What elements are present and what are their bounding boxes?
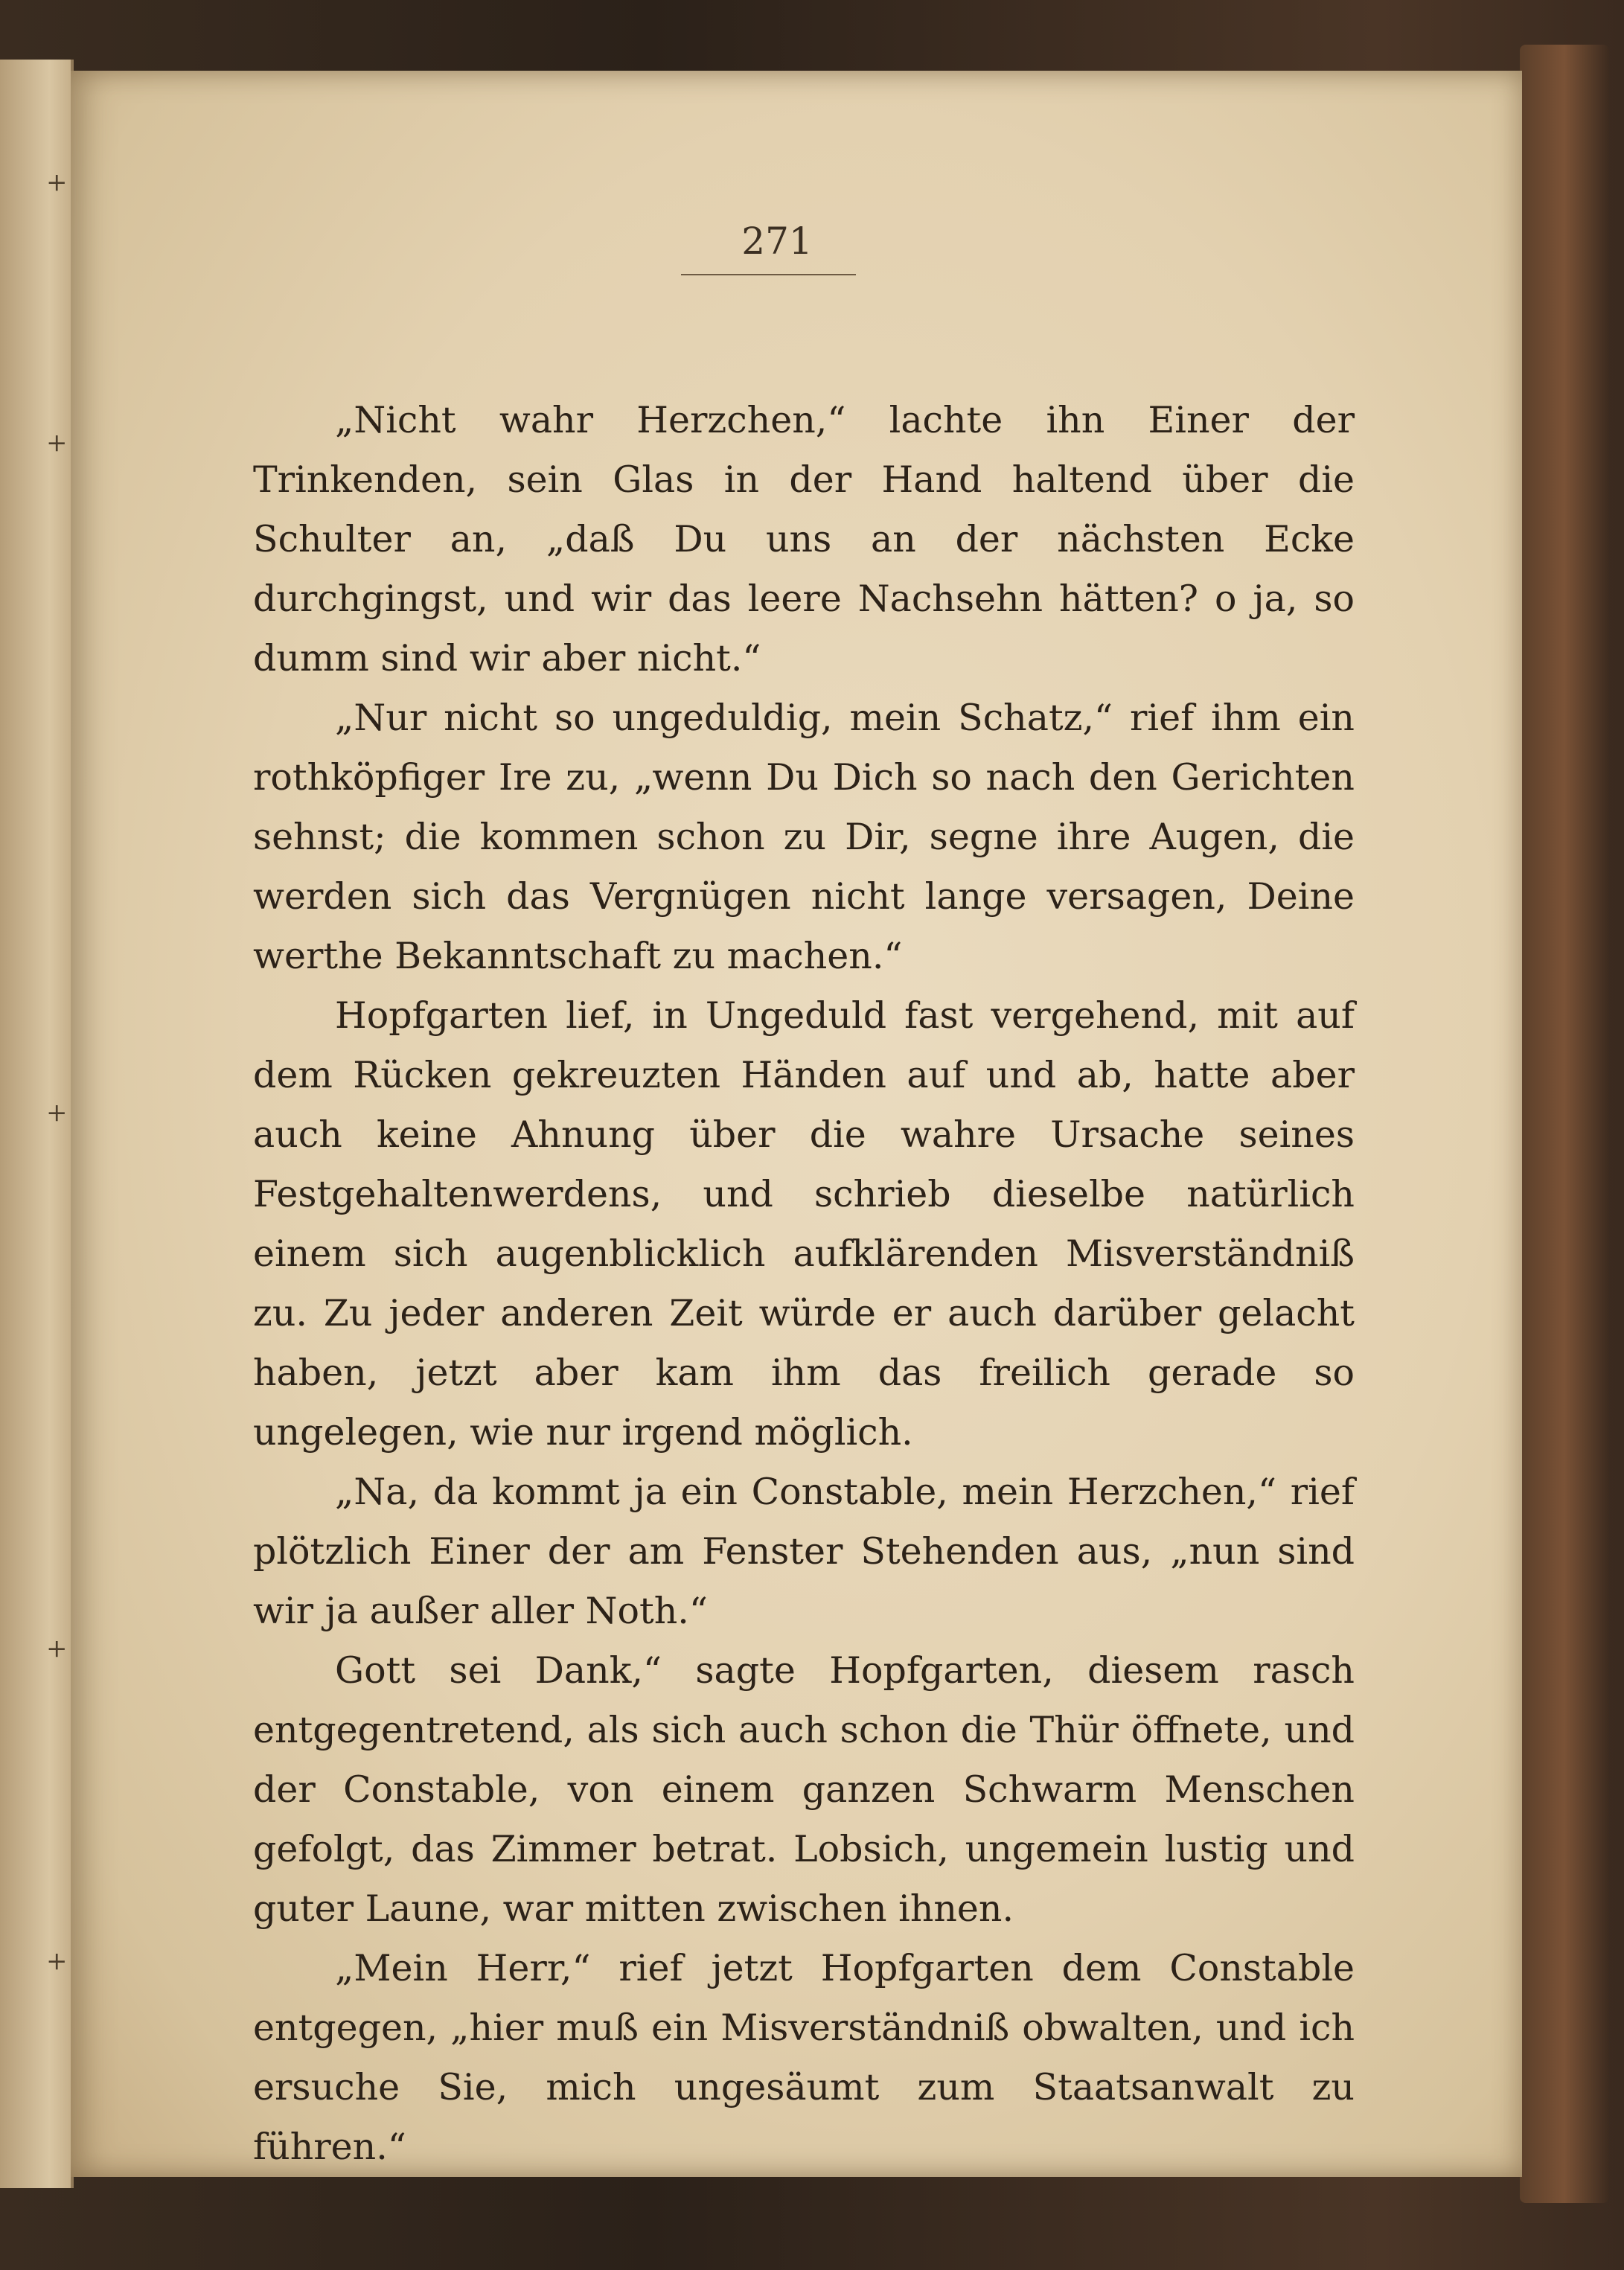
binding-stitch-mark: +: [46, 167, 68, 197]
paragraph: Gott sei Dank,“ sagte Hopfgarten, diesem rasch entgegentretend, als sich auch schon die Thür öffnete, und der Constable, von einem ganzen Schwarm Menschen gefolgt, das Zimmer betrat. Lobsich, ungemein lustig und guter Laune, war mitten zwischen ihnen.: [253, 1649, 1355, 1930]
binding-stitch-mark: +: [46, 1634, 68, 1663]
binding-stitch-mark: +: [46, 1098, 68, 1128]
paragraph: „Na, da kommt ja ein Constable, mein Herzchen,“ rief plötzlich Einer der am Fenster Stehenden aus, „nun sind wir ja außer aller Noth.“: [253, 1471, 1355, 1632]
book-page: [71, 71, 1522, 2177]
page-number: 271: [741, 220, 813, 263]
page-text: [253, 391, 1355, 2177]
binding-stitch-mark: +: [46, 1946, 68, 1976]
header-rule: [681, 274, 856, 275]
paragraph: „Nicht wahr Herzchen,“ lachte ihn Einer der Trinkenden, sein Glas in der Hand haltend über die Schulter an, „daß Du uns an der nächsten Ecke durchgingst, und wir das leere Nachsehn hätten? o ja, so dumm sind wir aber nicht.“: [253, 399, 1355, 680]
paragraph: Hopfgarten lief, in Ungeduld fast vergehend, mit auf dem Rücken gekreuzten Händen auf und ab, hatte aber auch keine Ahnung über die wahre Ursache seines Festgehaltenwerdens, und schrieb dieselbe natürlich einem sich augenblicklich aufklärenden Misverständniß zu. Zu jeder anderen Zeit würde er auch darüber gelacht haben, jetzt aber kam ihm das freilich gerade so ungelegen, wie nur irgend möglich.: [253, 994, 1355, 1454]
paragraph: „Mein Herr,“ rief jetzt Hopfgarten dem Constable entgegen, „hier muß ein Misverständniß obwalten, und ich ersuche Sie, mich ungesäumt zum Staatsanwalt zu führen.“: [253, 1947, 1355, 2168]
cover-edge: [1520, 45, 1609, 2203]
paragraph: „Nur nicht so ungeduldig, mein Schatz,“ rief ihm ein rothköpfiger Ire zu, „wenn Du Dich so nach den Gerichten sehnst; die kommen schon zu Dir, segne ihre Augen, die werden sich das Vergnügen nicht lange versagen, Deine werthe Bekanntschaft zu machen.“: [253, 697, 1355, 977]
binding-stitch-mark: +: [46, 428, 68, 458]
